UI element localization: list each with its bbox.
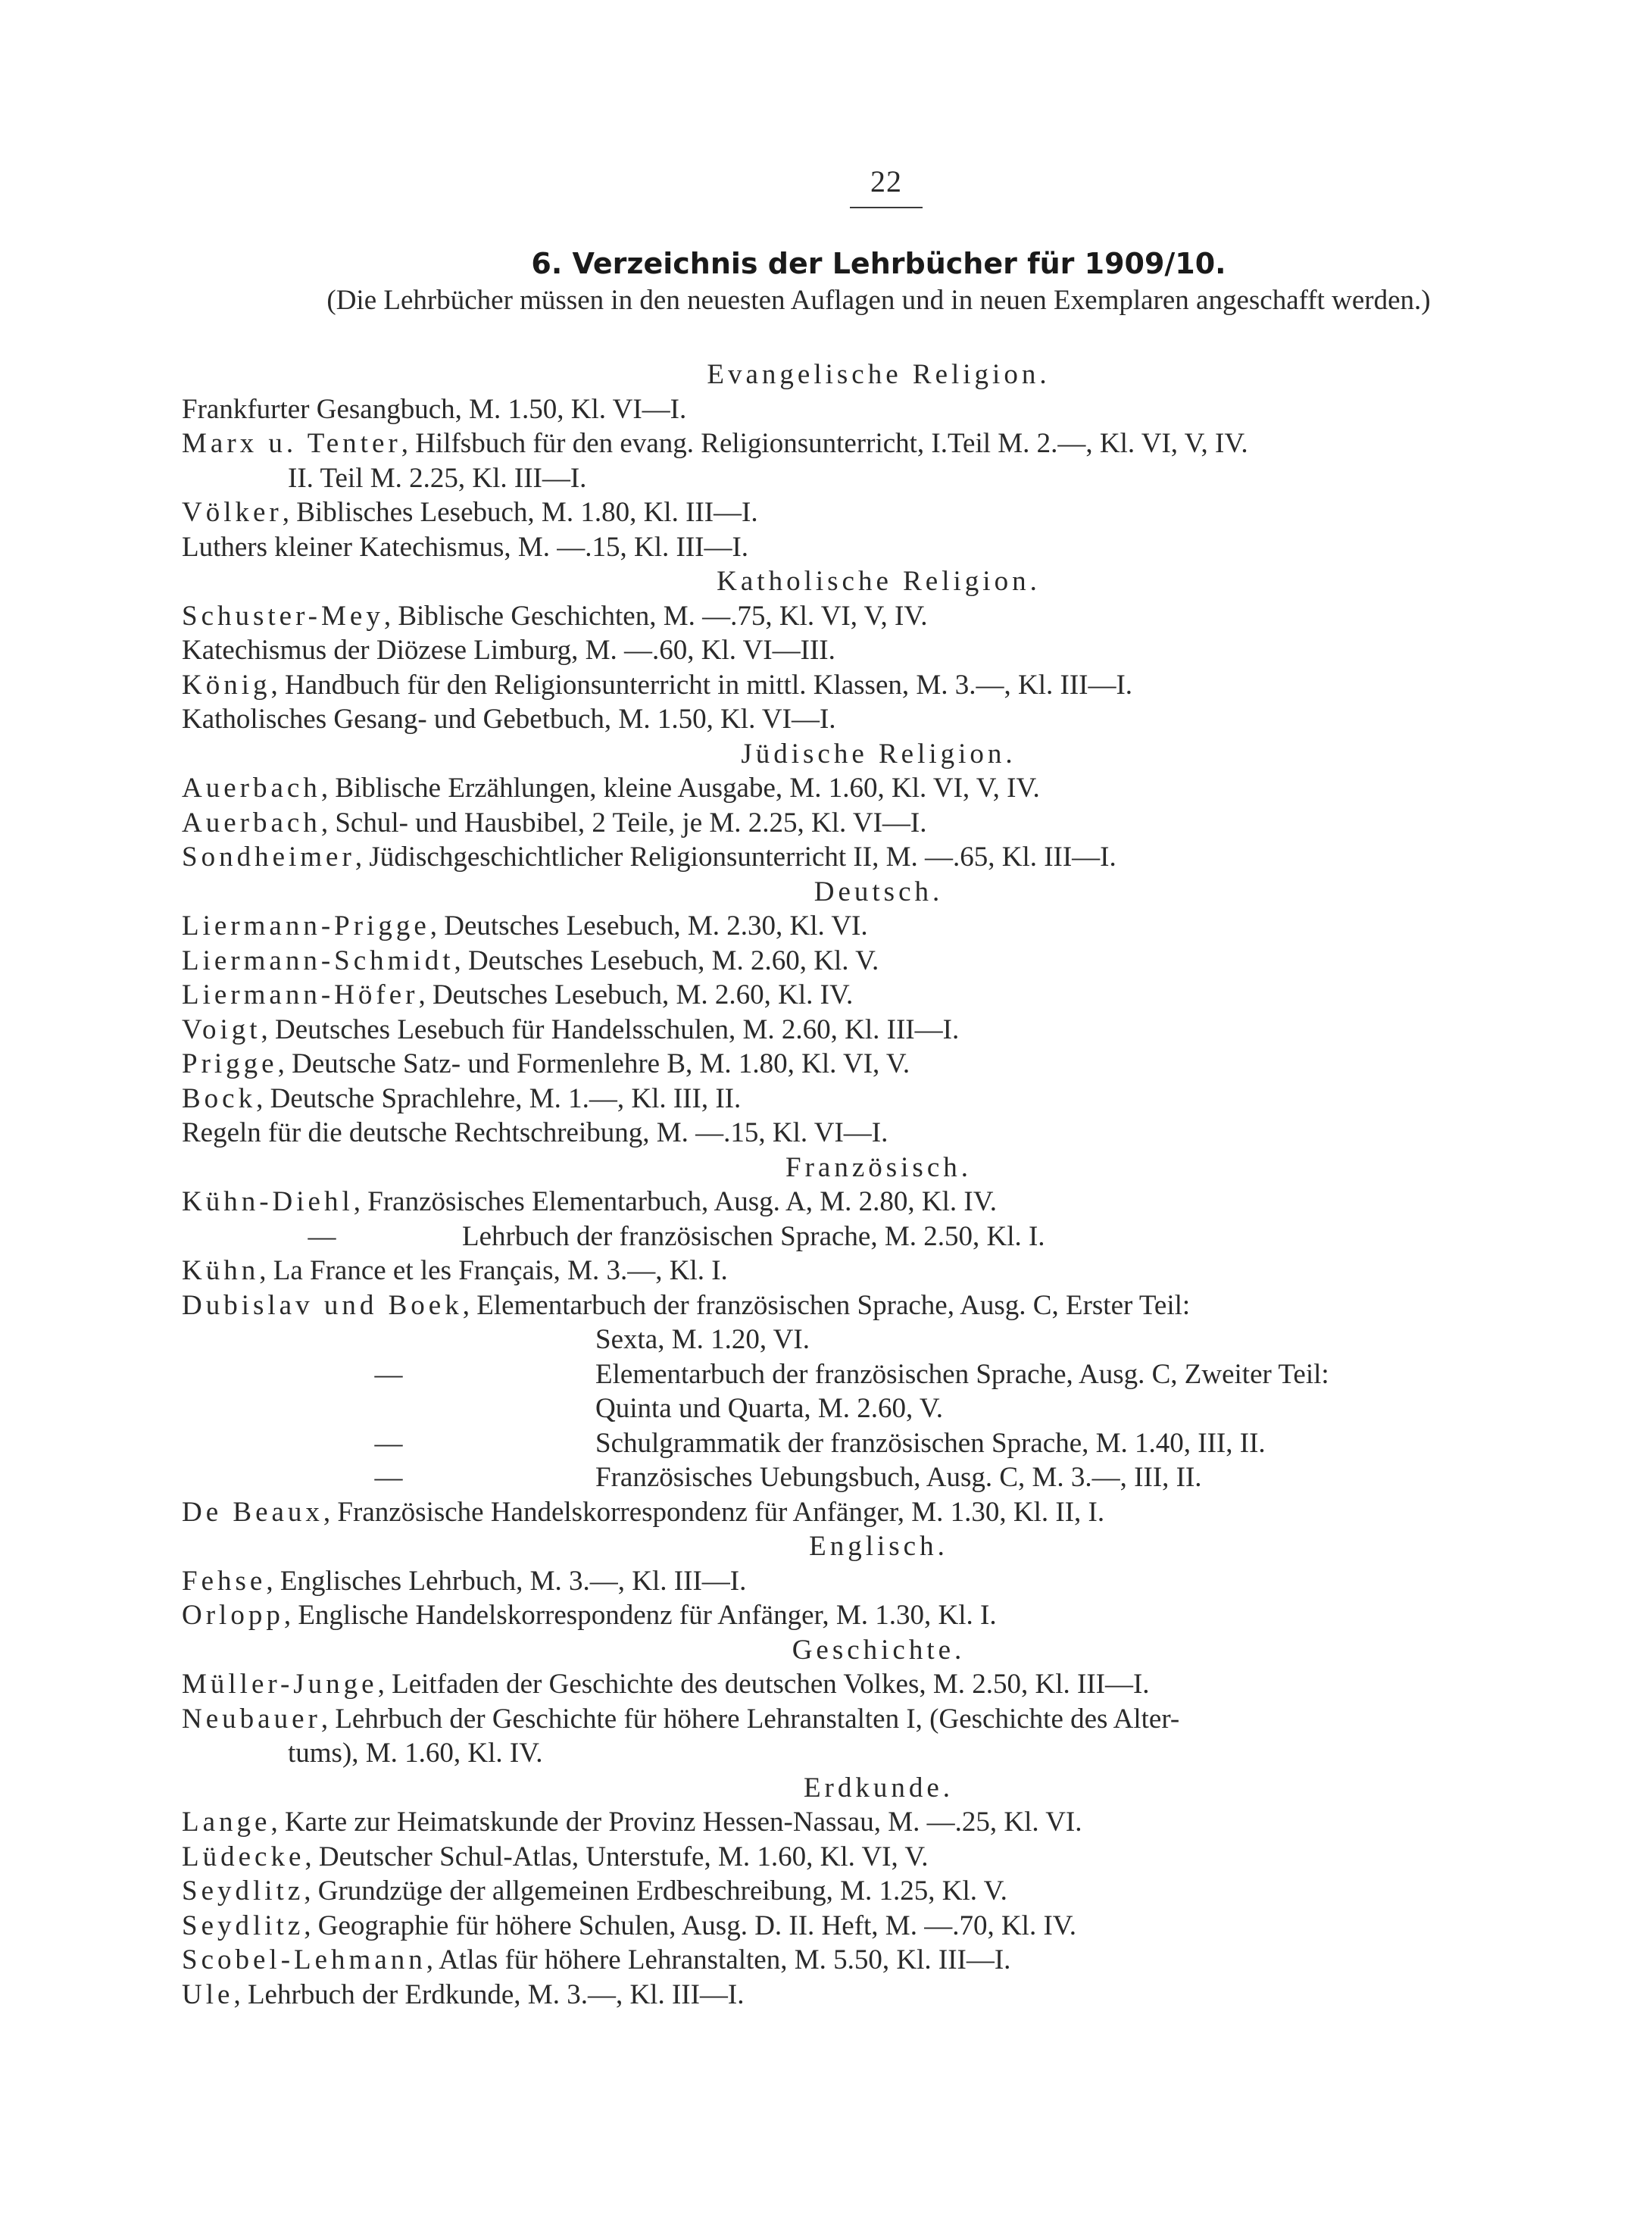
entry-author: Liermann-Prigge: [182, 910, 430, 942]
entry-text: , La France et les Français, M. 3.—, Kl. I.: [259, 1255, 728, 1286]
entry-author: Voigt: [182, 1013, 261, 1045]
entry-text: , Lehrbuch der Erdkunde, M. 3.—, Kl. III—I.: [233, 1978, 745, 2010]
book-entry: [182, 1185, 1575, 1219]
entry-text: Katholisches Gesang- und Gebetbuch, M. 1.50, Kl. VI—I.: [182, 704, 836, 735]
entry-text: , Jüdischgeschichtlicher Religionsunterricht II, M. —.65, Kl. III—I.: [354, 842, 1116, 873]
entry-author: Bock: [182, 1082, 257, 1114]
entry-text: , Deutsches Lesebuch, M. 2.30, Kl. VI.: [429, 910, 868, 942]
entry-author: Sondheimer: [182, 842, 355, 873]
book-entry: [182, 668, 1575, 703]
entry-text: , Lehrbuch der Geschichte für höhere Lehranstalten I, (Geschichte des Alter-: [320, 1703, 1180, 1735]
section-title: Geschichte.: [792, 1634, 966, 1666]
entry-author: Marx u. Tenter: [182, 428, 401, 459]
entry-text: Luthers kleiner Katechismus, M. —.15, Kl. III—I.: [182, 531, 749, 563]
page-number-rule: [850, 207, 923, 208]
ditto-dash: —: [374, 1427, 403, 1459]
entry-text: Frankfurter Gesangbuch, M. 1.50, Kl. VI—I.: [182, 393, 687, 425]
entry-text: , Handbuch für den Religionsunterricht in mittl. Klassen, M. 3.—, Kl. III—I.: [270, 669, 1133, 701]
entry-author: Liermann-Schmidt: [182, 945, 454, 976]
book-entry: [182, 1805, 1575, 1840]
book-entry: [182, 1874, 1575, 1909]
book-entry: [182, 1082, 1575, 1116]
book-entry: [182, 1564, 1575, 1599]
book-entry: [182, 599, 1575, 634]
entry-text: , Englisches Lehrbuch, M. 3.—, Kl. III—I.: [266, 1565, 747, 1597]
entry-text: , Schul- und Hausbibel, 2 Teile, je M. 2.25, Kl. VI—I.: [320, 807, 927, 838]
book-entry: [182, 426, 1575, 461]
entry-text: , Grundzüge der allgemeinen Erdbeschreibung, M. 1.25, Kl. V.: [304, 1875, 1007, 1907]
book-entry: [182, 1426, 1575, 1461]
book-entry: [182, 944, 1575, 979]
entry-author: De Beaux: [182, 1496, 323, 1528]
entry-text: , Biblische Geschichten, M. —.75, Kl. VI, V, IV.: [383, 600, 928, 632]
book-entry: [182, 978, 1575, 1013]
book-entry: [182, 1667, 1575, 1702]
section-title: Evangelische Religion.: [707, 359, 1051, 390]
entry-text: Elementarbuch der französischen Sprache, Ausg. C, Zweiter Teil:: [595, 1358, 1329, 1390]
book-entry: [182, 1013, 1575, 1048]
entry-author: Auerbach: [182, 773, 321, 804]
ditto-dash: —: [374, 1358, 403, 1390]
entry-text: , Deutsches Lesebuch, M. 2.60, Kl. IV.: [418, 979, 854, 1010]
section-title: Jüdische Religion.: [741, 738, 1016, 770]
entry-text: Französisches Uebungsbuch, Ausg. C, M. 3.—, III, II.: [595, 1462, 1202, 1493]
book-entry: [182, 1598, 1575, 1633]
entry-text: , Deutscher Schul-Atlas, Unterstufe, M. 1.60, Kl. VI, V.: [304, 1841, 929, 1872]
entry-text: , Französische Handelskorrespondenz für Anfänger, M. 1.30, Kl. II, I.: [323, 1496, 1105, 1528]
entry-text: , Deutsches Lesebuch, M. 2.60, Kl. V.: [454, 945, 879, 976]
entry-continuation: Quinta und Quarta, M. 2.60, V.: [595, 1393, 944, 1424]
entry-continuation: II. Teil M. 2.25, Kl. III—I.: [288, 462, 587, 494]
entry-author: Dubislav und Boek: [182, 1289, 463, 1321]
book-entry: [182, 806, 1575, 841]
book-entry: [182, 495, 1575, 530]
entry-author: Ule: [182, 1978, 234, 2010]
entry-text: , Französisches Elementarbuch, Ausg. A, M. 2.80, Kl. IV.: [353, 1186, 997, 1217]
book-entry: [182, 1116, 1575, 1151]
entry-author: König: [182, 669, 271, 701]
entry-text: , Karte zur Heimatskunde der Provinz Hessen-Nassau, M. —.25, Kl. VI.: [270, 1807, 1082, 1838]
book-entry: [182, 1909, 1575, 1944]
entry-author: Lange: [182, 1807, 271, 1838]
entry-author: Liermann-Höfer: [182, 979, 419, 1010]
entry-author: Schuster-Mey: [182, 600, 384, 632]
entry-text: , Hilfsbuch für den evang. Religionsunterricht, I.Teil M. 2.—, Kl. VI, V, IV.: [401, 428, 1248, 459]
heading-note: (Die Lehrbücher müssen in den neuesten Auflagen und in neuen Exemplaren angeschafft werden.): [326, 285, 1431, 316]
entry-author: Orlopp: [182, 1600, 284, 1631]
book-entry: [182, 392, 1575, 427]
book-entry: [182, 840, 1575, 875]
entry-author: Lüdecke: [182, 1841, 305, 1872]
book-entry: [182, 1840, 1575, 1875]
book-entry: [182, 1943, 1575, 1978]
entry-continuation: Sexta, M. 1.20, VI.: [595, 1324, 810, 1355]
entry-text: Katechismus der Diözese Limburg, M. —.60, Kl. VI—III.: [182, 635, 835, 666]
book-entry: [182, 633, 1575, 668]
entry-author: Neubauer: [182, 1703, 321, 1735]
section-title: Französisch.: [785, 1151, 972, 1183]
book-entry: [182, 1702, 1575, 1737]
entry-author: Völker: [182, 497, 283, 528]
entry-author: Kühn-Diehl: [182, 1186, 354, 1217]
book-entry: [182, 1460, 1575, 1495]
entry-text: Regeln für die deutsche Rechtschreibung, M. —.15, Kl. VI—I.: [182, 1117, 888, 1148]
entry-text: , Atlas für höhere Lehranstalten, M. 5.50, Kl. III—I.: [426, 1944, 1011, 1975]
entry-author: Müller-Junge: [182, 1669, 378, 1700]
ditto-dash: —: [374, 1462, 403, 1493]
entry-author: Kühn: [182, 1255, 260, 1286]
section-title: Deutsch.: [814, 876, 944, 907]
section-title: Erdkunde.: [803, 1772, 954, 1803]
page-heading: 6. Verzeichnis der Lehrbücher für 1909/10.: [531, 247, 1226, 280]
book-entry: [182, 771, 1575, 806]
entry-author: Scobel-Lehmann: [182, 1944, 426, 1975]
book-entry: [182, 1254, 1575, 1288]
page-number: 22: [870, 164, 902, 198]
entry-text: Lehrbuch der französischen Sprache, M. 2.50, Kl. I.: [462, 1220, 1045, 1252]
entry-text: , Biblische Erzählungen, kleine Ausgabe, M. 1.60, Kl. VI, V, IV.: [320, 773, 1040, 804]
document-page: [182, 163, 1575, 2208]
entry-text: , Elementarbuch der französischen Sprache, Ausg. C, Erster Teil:: [462, 1289, 1191, 1321]
entry-text: , Englische Handelskorrespondenz für Anfänger, M. 1.30, Kl. I.: [283, 1600, 997, 1631]
entry-text: , Deutsches Lesebuch für Handelsschulen, M. 2.60, Kl. III—I.: [261, 1013, 960, 1045]
entry-text: , Geographie für höhere Schulen, Ausg. D. II. Heft, M. —.70, Kl. IV.: [304, 1910, 1076, 1941]
book-entry: [182, 702, 1575, 737]
section-title: Katholische Religion.: [717, 566, 1041, 597]
entry-author: Seydlitz: [182, 1875, 304, 1907]
ditto-dash: —: [308, 1220, 336, 1252]
entry-text: Schulgrammatik der französischen Sprache, M. 1.40, III, II.: [595, 1427, 1266, 1459]
book-entry: [182, 1219, 1575, 1254]
book-entry: [182, 1357, 1575, 1392]
entry-text: , Leitfaden der Geschichte des deutschen Volkes, M. 2.50, Kl. III—I.: [377, 1669, 1150, 1700]
entry-text: , Deutsche Sprachlehre, M. 1.—, Kl. III, II.: [256, 1082, 742, 1114]
entry-text: , Biblisches Lesebuch, M. 1.80, Kl. III—I.: [282, 497, 758, 528]
entry-continuation: tums), M. 1.60, Kl. IV.: [288, 1738, 543, 1769]
book-entry: [182, 1495, 1575, 1530]
entry-author: Seydlitz: [182, 1910, 304, 1941]
entry-author: Auerbach: [182, 807, 321, 838]
book-entry: [182, 1047, 1575, 1082]
textbook-list: [182, 358, 1575, 2012]
entry-author: Fehse: [182, 1565, 267, 1597]
entry-text: , Deutsche Satz- und Formenlehre B, M. 1.80, Kl. VI, V.: [277, 1048, 910, 1079]
book-entry: [182, 530, 1575, 565]
book-entry: [182, 909, 1575, 944]
book-entry: [182, 1288, 1575, 1323]
book-entry: [182, 1978, 1575, 2013]
section-title: Englisch.: [809, 1531, 948, 1562]
entry-author: Prigge: [182, 1048, 278, 1079]
